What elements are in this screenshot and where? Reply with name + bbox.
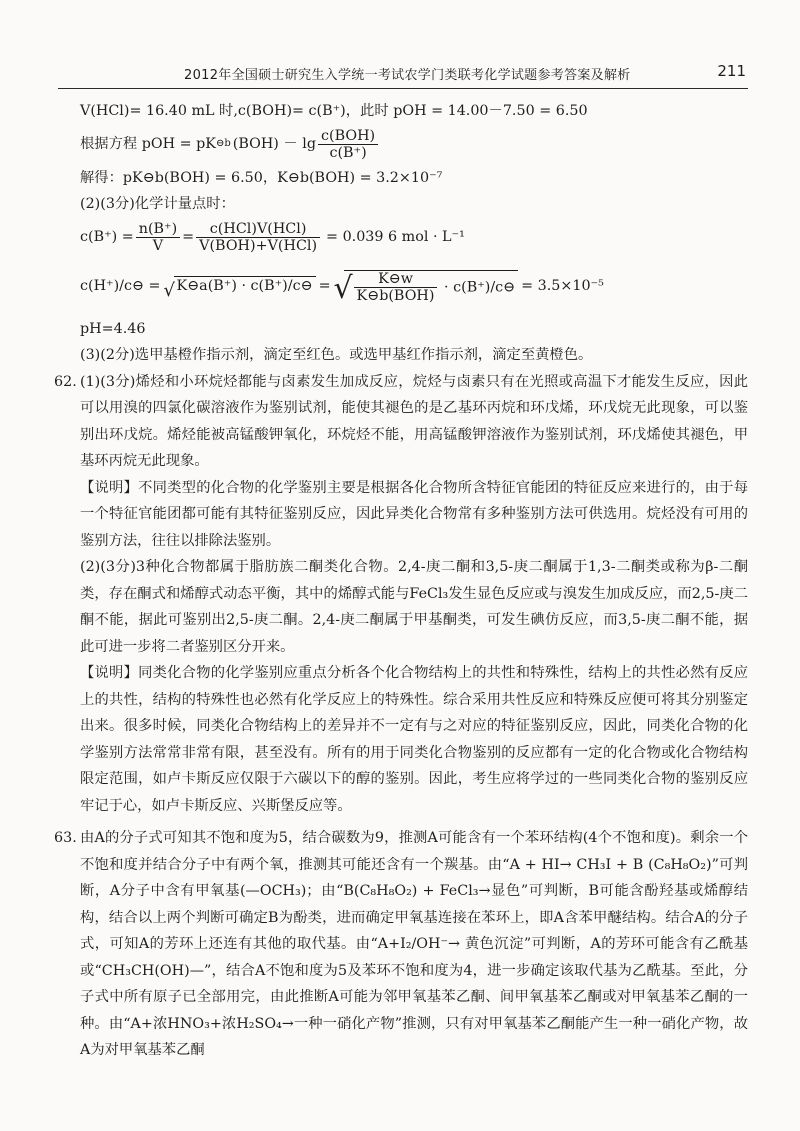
fraction	[354, 271, 438, 304]
equation-text: =	[182, 229, 195, 246]
explanation-note: 【说明】不同类型的化合物的化学鉴别主要是根据各化合物所含特征官能团的特征反应来进行的，由于每一个特征官能团都可能有其特征鉴别反应，因此异类化合物常有多种鉴别方法可供选用。烷烃没有可用的鉴别方法，往往以排除法鉴别。	[80, 479, 748, 549]
question-number: 63.	[54, 830, 77, 846]
fraction-numerator: n(B⁺)	[136, 221, 180, 238]
equation-text: = 0.039 6 mol · L⁻¹	[326, 229, 465, 246]
equation-line-4: (2)(3分)化学计量点时：	[80, 196, 235, 212]
square-root	[334, 270, 519, 304]
fraction-denominator: c(B⁺)	[329, 145, 367, 161]
equation-line-5	[58, 218, 748, 258]
question-63	[54, 825, 748, 1064]
fraction-numerator: K⊖w	[354, 271, 438, 288]
equation-text: c(H⁺)/c⊖ =	[80, 278, 161, 295]
fraction-denominator: V	[152, 238, 164, 254]
fraction-denominator: V(BOH)+V(HCl)	[199, 238, 318, 254]
explanation-note: 【说明】同类化合物的化学鉴别应重点分析各个化合物结构上的共性和特殊性，结构上的共性必然有反应上的共性，结构的特殊性也必然有化学反应上的特殊性。综合采用共性反应和特殊反应便可将其分别鉴定出来。很多时候，同类化合物结构上的差异并不一定有与之对应的特征鉴别反应，因此，同类化合物的化学鉴别方法常常非常有限，甚至没有。所有的用于同类化合物鉴别的反应都有一定的化合物或化合物结构限定范围，如卢卡斯反应仅限于六碳以下的醇的鉴别。因此，考生应将学过的一些同类化合物的鉴别反应牢记于心，如卢卡斯反应、兴斯堡反应等。	[80, 665, 748, 814]
page-header	[58, 58, 748, 89]
answer-part-2: (2)(3分)3种化合物都属于脂肪族二酮类化合物。2,4-庚二酮和3,5-庚二酮属于1,3-二酮类或称为β-二酮类，存在酮式和烯醇式动态平衡，其中的烯醇式能与FeCl₃发生显色反应或与溴发生加成反应，而2,5-庚二酮不能，据此可鉴别出2,5-庚二酮。2,4-庚二酮属于甲基酮类，可发生碘仿反应，而3,5-庚二酮不能，据此可进一步将二者鉴别区分开来。	[80, 559, 748, 655]
equation-line-1: V(HCl)= 16.40 mL 时,c(BOH)= c(B⁺)，此时 pOH = 14.00－7.50 = 6.50	[80, 103, 588, 119]
radicand	[344, 270, 519, 304]
equation-line-7: pH=4.46	[80, 320, 146, 337]
radicand: K⊖a(B⁺) · c(B⁺)/c⊖	[174, 276, 316, 295]
page-number: 211	[717, 62, 746, 80]
answer-text: 由A的分子式可知其不饱和度为5，结合碳数为9，推测A可能含有一个苯环结构(4个不饱和度)。剩余一个不饱和度并结合分子中有两个氧，推测其可能还含有一个羰基。由“A + HI→ CH₃I + B (C₈H₈O₂)”可判断，A分子中含有甲氧基(—OCH₃)；由“B(C₈H₈O₂) + FeCl₃→显色”可判断，B可能含酚羟基或烯醇结构，结合以上两个判断可确定B为酚类，进而确定甲氧基连接在苯环上，即A含苯甲醚结构。结合A的分子式，可知A的芳环上还连有其他的取代基。由“A+I₂/OH⁻→ 黄色沉淀”可判断，A的芳环可能含有乙酰基或“CH₃CH(OH)—”，结合A不饱和度为5及苯环不饱和度为4，进一步确定该取代基为乙酰基。至此，分子式中所有原子已全部用完，由此推断A可能为邻甲氧基苯乙酮、间甲氧基苯乙酮或对甲氧基苯乙酮的一种。由“A+浓HNO₃+浓H₂SO₄→一种一硝化产物”推测，只有对甲氧基苯乙酮能产生一种一硝化产物，故A为对甲氧基苯乙酮	[80, 830, 748, 1058]
equation-text: =	[318, 278, 331, 295]
fraction-denominator: K⊖b(BOH)	[356, 287, 435, 304]
equation-text: · c(B⁺)/c⊖	[444, 279, 516, 295]
fraction-numerator: c(BOH)	[318, 128, 378, 145]
fraction	[318, 128, 378, 161]
page-body	[54, 98, 748, 1064]
question-number: 62.	[54, 373, 77, 390]
running-title: 2012年全国硕士研究生入学统一考试农学门类联考化学试题参考答案及解析	[184, 68, 631, 83]
answer-part-3: (3)(2分)选甲基橙作指示剂，滴定至红色。或选甲基红作指示剂，滴定至黄橙色。	[80, 347, 593, 363]
equation-text: (BOH) － lg	[232, 136, 316, 153]
fraction	[196, 221, 320, 254]
radical-sign: √	[333, 270, 353, 306]
fraction-numerator: c(HCl)V(HCl)	[196, 221, 320, 238]
square-root	[164, 273, 316, 300]
equation-line-3: 解得：pK⊖b(BOH) = 6.50，K⊖b(BOH) = 3.2×10⁻⁷	[80, 169, 443, 186]
equation-line-6	[58, 258, 748, 316]
kb-subscript: ⊖b	[215, 138, 231, 150]
equation-text: = 3.5×10⁻⁵	[521, 278, 604, 295]
question-62	[54, 369, 748, 475]
equation-line-2	[58, 125, 748, 165]
radical-sign: √	[163, 279, 175, 301]
fraction	[136, 221, 180, 254]
answer-part-1: (1)(3分)烯烃和小环烷烃都能与卤素发生加成反应，烷烃与卤素只有在光照或高温下才能发生反应，因此可以用溴的四氯化碳溶液作为鉴别试剂，能使其褪色的是乙基环丙烷和环戊烯，环戊烷无此现象，可以鉴别出环戊烷。烯烃能被高锰酸钾氧化，环烷烃不能，用高锰酸钾溶液作为鉴别试剂，环戊烯使其褪色，甲基环丙烷无此现象。	[80, 373, 748, 469]
equation-text: 根据方程 pOH = pK	[80, 136, 216, 153]
equation-text: c(B⁺) =	[80, 229, 134, 246]
